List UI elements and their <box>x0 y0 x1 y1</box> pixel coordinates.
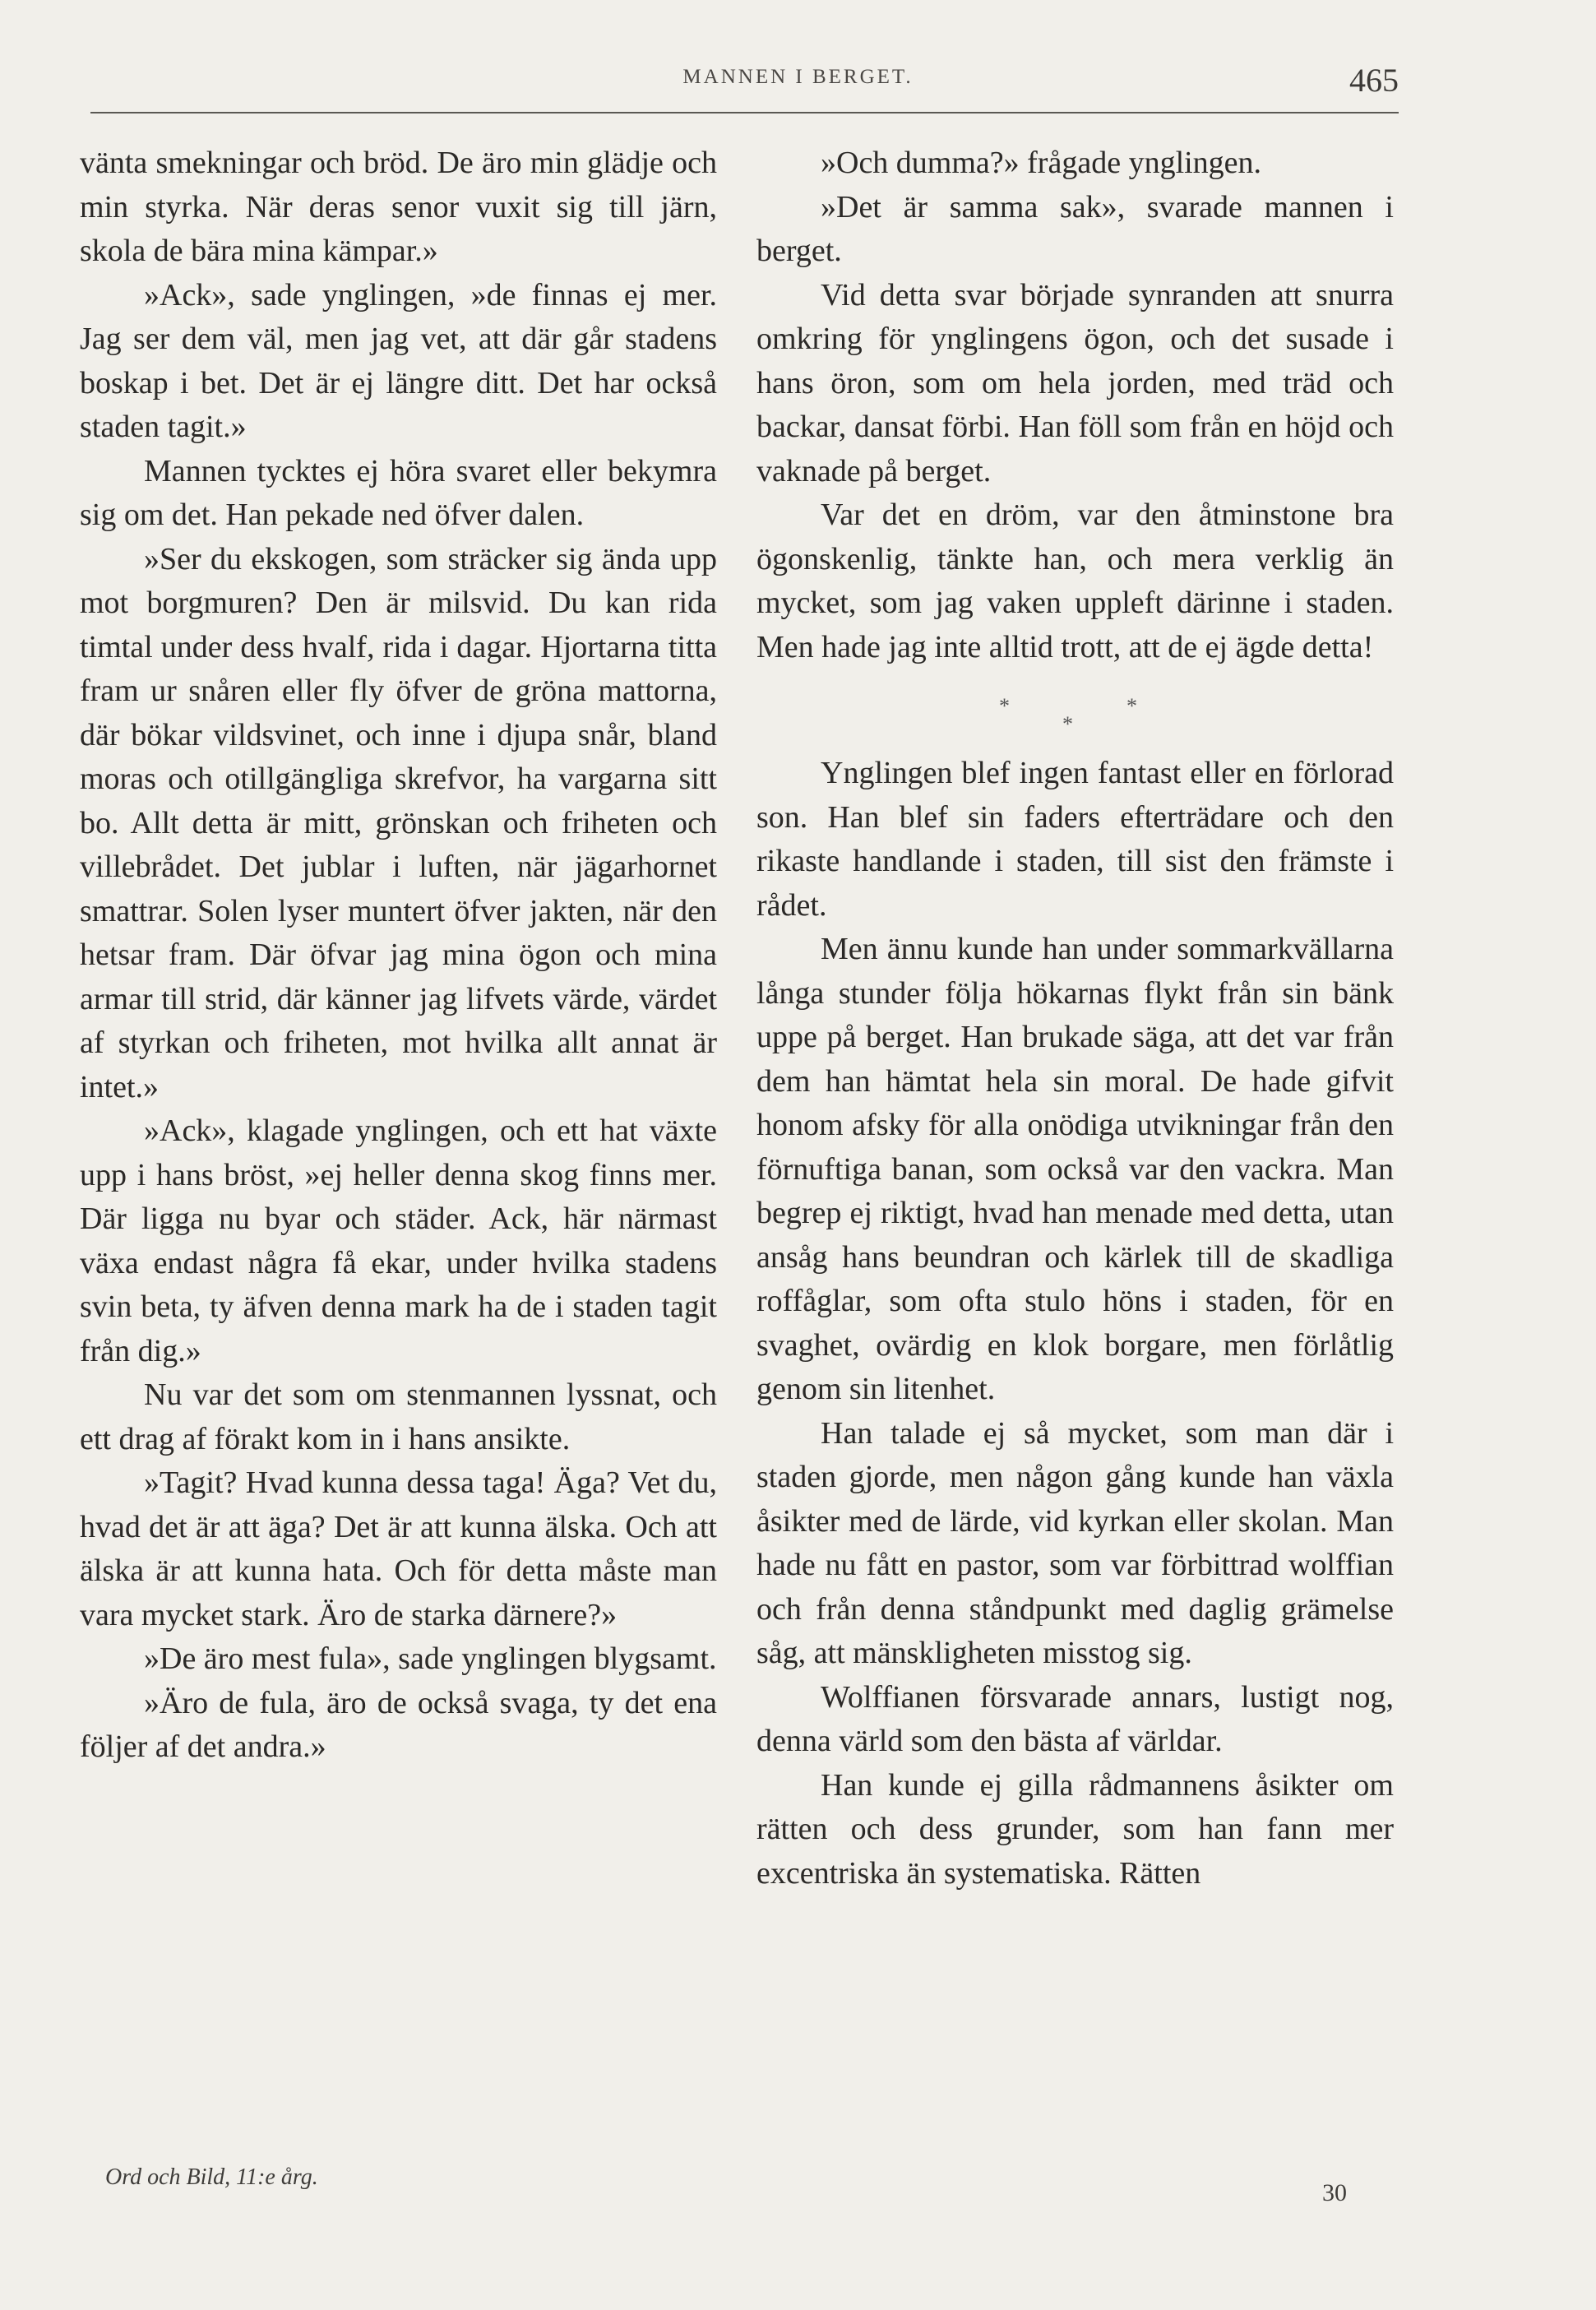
left-paragraph: »De äro mest fula», sade ynglingen blygsamt. <box>144 1641 717 1676</box>
separator-mark: * <box>999 694 1010 718</box>
right-paragraph: Var det en dröm, var den åtminstone bra ögonskenlig, tänkte han, och mera verklig än mycket, som jag vaken uppleft därinne i staden. Men hade jag inte alltid trott, att de ej ägde detta! <box>756 498 1394 664</box>
left-paragraph: »Tagit? Hvad kunna dessa taga! Äga? Vet du, hvad det är att äga? Det är att kunna älska. Och att älska är att kunna hata. Och för detta måste man vara mycket stark. Äro de starka därnere?» <box>80 1465 717 1632</box>
section-separator <box>756 669 1394 752</box>
left-column <box>80 141 717 1770</box>
publication-footnote: Ord och Bild, 11:e årg. <box>105 2164 318 2190</box>
separator-mark: * <box>1126 694 1137 718</box>
right-paragraph: Wolffianen försvarade annars, lustigt nog, denna värld som den bästa af världar. <box>756 1679 1394 1758</box>
right-paragraph: Men ännu kunde han under sommarkvällarna långa stunder följa hökarnas flykt från sin bänk uppe på berget. Han brukade säga, att det var från dem han hämtat hela sin moral. De hade gifvit honom afsky för alla onödiga utvikningar från den förnuftiga banan, som också var den vackra. Man begrep ej riktigt, hvad han menade med detta, utan ansåg hans beundran och kärlek till de skadliga roffåglar, som ofta stulo höns i staden, för en svaghet, ovärdig en klok borgare, men förlåtlig genom sin litenhet. <box>756 932 1394 1406</box>
left-paragraph: »Ack», klagade ynglingen, och ett hat växte upp i hans bröst, »ej heller denna skog finns mer. Där ligga nu byar och städer. Ack, här närmast växa endast några få ekar, under hvilka stadens svin beta, ty äfven denna mark ha de i staden tagit från dig.» <box>80 1113 717 1368</box>
right-paragraph: Han talade ej så mycket, som man där i staden gjorde, men någon gång kunde han växla åsikter med de lärde, vid kyrkan eller skolan. Man hade nu fått en pastor, som var förbittrad wolffian och från denna ståndpunkt med daglig grämelse såg, att mänskligheten misstog sig. <box>756 1415 1394 1670</box>
right-column <box>756 141 1394 1896</box>
header-rule <box>90 112 1399 113</box>
left-paragraph: Mannen tycktes ej höra svaret eller bekymra sig om det. Han pekade ned öfver dalen. <box>80 453 717 532</box>
right-paragraph: Han kunde ej gilla rådmannens åsikter om rätten och dess grunder, som han fann mer excentriska än systematiska. Rätten <box>756 1767 1394 1891</box>
right-paragraph: Ynglingen blef ingen fantast eller en förlorad son. Han blef sin faders efterträdare och den rikaste handlande i staden, till sist den främste i rådet. <box>756 756 1394 923</box>
separator-mark: * <box>1062 712 1073 736</box>
left-paragraph: »Ser du ekskogen, som sträcker sig ända upp mot borgmuren? Den är milsvid. Du kan rida timtal under dess hvalf, rida i dagar. Hjortarna titta fram ur snåren eller fly öfver de gröna mattorna, där bökar vildsvinet, och inne i djupa snår, bland moras och otillgängliga skrefvor, ha vargarna sitt bo. Allt detta är mitt, grönskan och friheten och villebrådet. Det jublar i luften, när jägarhornet smattrar. Solen lyser muntert öfver jakten, när den hetsar fram. Där öfvar jag mina ögon och mina armar till strid, där känner jag lifvets värde, värdet af styrkan och friheten, mot hvilka allt annat är intet.» <box>80 541 717 1104</box>
left-paragraph: »Äro de fula, äro de också svaga, ty det ena följer af det andra.» <box>80 1685 717 1764</box>
running-head: MANNEN I BERGET. <box>682 66 914 88</box>
page-number: 465 <box>1349 62 1399 99</box>
left-paragraph: vänta smekningar och bröd. De äro min glädje och min styrka. När deras senor vuxit sig till järn, skola de bära mina kämpar.» <box>80 146 717 268</box>
right-paragraph: »Det är samma sak», svarade mannen i berget. <box>756 189 1394 268</box>
left-paragraph: Nu var det som om stenmannen lyssnat, och ett drag af förakt kom in i hans ansikte. <box>80 1377 717 1456</box>
left-paragraph: »Ack», sade ynglingen, »de finnas ej mer. Jag ser dem väl, men jag vet, att där går stadens boskap i bet. Det är ej längre ditt. Det har också staden tagit.» <box>80 277 717 444</box>
right-paragraph: Vid detta svar började synranden att snurra omkring för ynglingens ögon, och det susade i hans öron, som om hela jorden, med träd och backar, dansat förbi. Han föll som från en höjd och vaknade på berget. <box>756 277 1394 488</box>
right-paragraph: »Och dumma?» frågade ynglingen. <box>821 146 1262 180</box>
signature-number: 30 <box>1322 2179 1347 2206</box>
